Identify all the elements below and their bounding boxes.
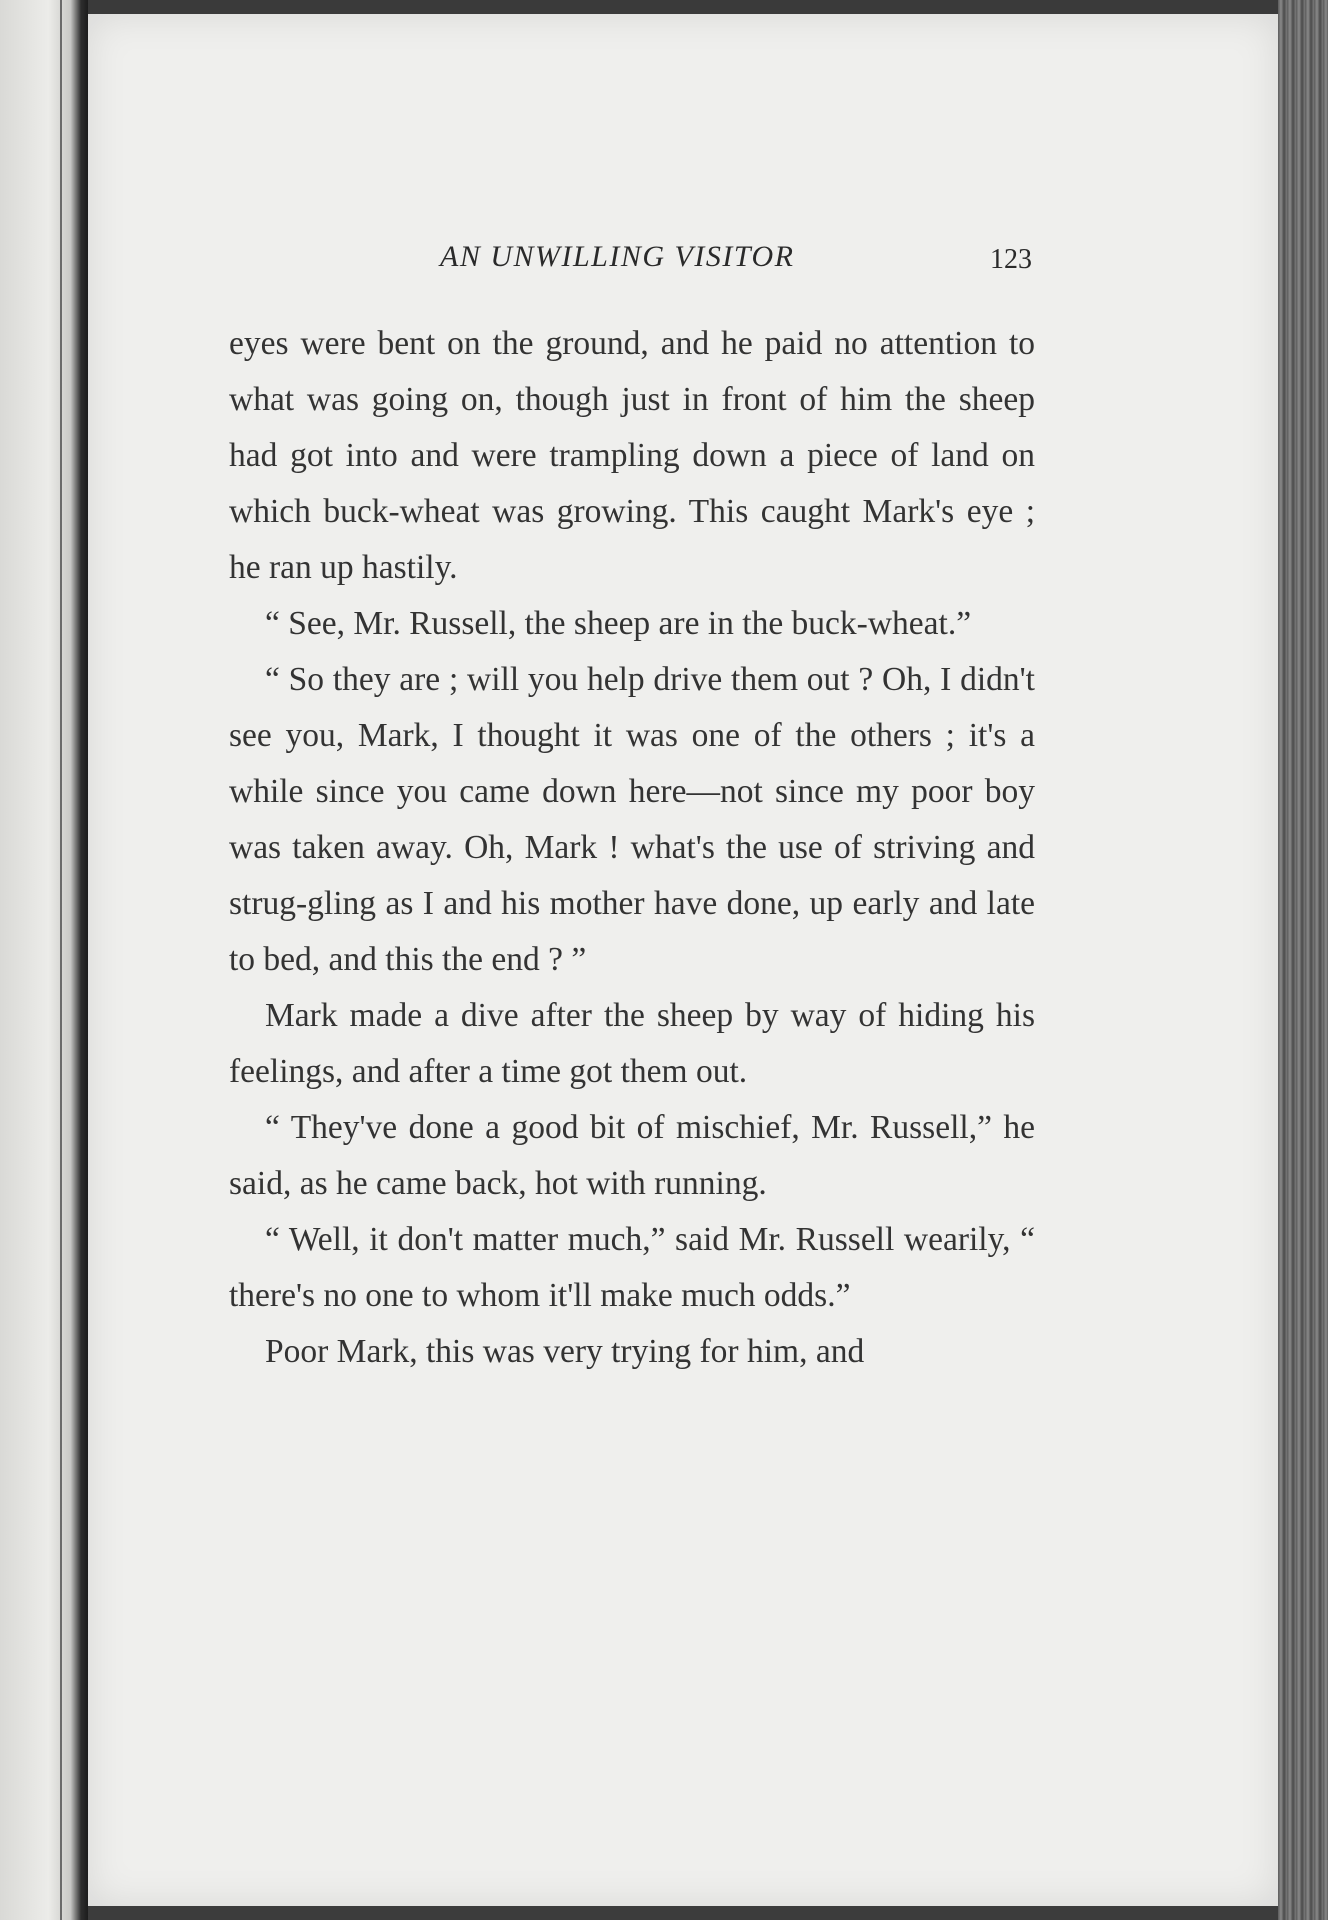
paragraph: Poor Mark, this was very trying for him, and: [265, 1333, 865, 1370]
running-head-title: AN UNWILLING VISITOR: [440, 240, 795, 273]
body-text: [229, 316, 1035, 1380]
page-crease: [60, 0, 62, 1920]
paragraph: “ See, Mr. Russell, the sheep are in the buck-wheat.”: [265, 605, 972, 642]
page-number: 123: [990, 244, 1032, 275]
book-edge-right: [1278, 0, 1328, 1920]
paragraph: Mark made a dive after the sheep by way of hiding his feelings, and after a time got them out.: [229, 997, 1035, 1090]
paragraph: “ They've done a good bit of mischief, Mr. Russell,” he said, as he came back, hot with running.: [229, 1109, 1035, 1202]
book-page: [88, 14, 1278, 1906]
paragraph-continuation: eyes were bent on the ground, and he paid no attention to what was going on, though just in front of him the sheep had got into and were trampling down a piece of land on which buck-wheat was growing. This caught Mark's eye ; he ran up hastily.: [229, 325, 1035, 586]
facing-page-gutter: [0, 0, 88, 1920]
running-head: [88, 240, 1278, 280]
paragraph: “ Well, it don't matter much,” said Mr. Russell wearily, “ there's no one to whom it'll make much odds.”: [229, 1221, 1035, 1314]
paragraph: “ So they are ; will you help drive them out ? Oh, I didn't see you, Mark, I thought it was one of the others ; it's a while since you came down here—not since my poor boy was taken away. Oh, Mark ! what's the use of striving and strug-gling as I and his mother have done, up early and late to bed, and this the end ? ”: [229, 661, 1035, 978]
book-edge-bottom: [88, 1906, 1278, 1920]
